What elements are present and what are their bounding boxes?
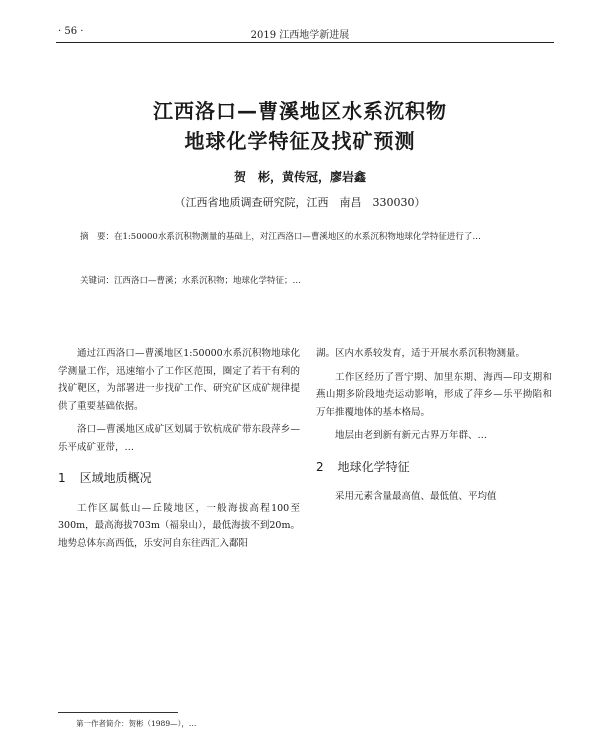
section-heading [316, 459, 552, 477]
body-paragraph: 采用元素含量最高值、最低值、平均值 [335, 491, 497, 502]
abstract-label: 摘 要： [80, 232, 115, 242]
body-paragraph: 地层由老到新有新元古界万年群、… [335, 430, 488, 441]
body-paragraph: 工作区属低山—丘陵地区，一般海拔高程100至300m，最高海拔703m（福泉山），最低海拔不到20m。地势总体东高西低，乐安河自东往西汇入鄱阳 [58, 502, 300, 549]
page-header [0, 26, 600, 48]
body-paragraph: 工作区经历了晋宁期、加里东期、海西—印支期和燕山期多阶段地壳运动影响，形成了萍乡—乐平拗陷和万年推覆地体的基本格局。 [316, 371, 552, 418]
section-number: 1 [58, 471, 66, 485]
abstract-text: 在1:50000水系沉积物测量的基础上，对江西洛口—曹溪地区的水系沉积物地球化学特征进行了… [114, 232, 481, 242]
section-title: 地球化学特征 [337, 459, 410, 474]
page-number: · 56 · [58, 26, 84, 37]
footnote: 第一作者简介：贺彬（1989—），… [76, 719, 197, 728]
body-paragraph: 洛口—曹溪地区成矿区划属于钦杭成矿带东段萍乡—乐平成矿亚带，… [58, 424, 300, 453]
authors: 贺 彬，黄传冠，廖岩鑫 [233, 170, 366, 184]
left-column [58, 345, 300, 558]
keywords-text: 江西洛口—曹溪；水系沉积物；地球化学特征；… [114, 276, 302, 286]
keywords [80, 274, 530, 286]
body-paragraph: 通过江西洛口—曹溪地区1:50000水系沉积物地球化学测量工作，迅速缩小了工作区范围，圈定了若干有利的找矿靶区，为部署进一步找矿工作、研究矿区成矿规律提供了重要基础依据。 [58, 348, 300, 412]
paper-title [0, 96, 600, 156]
journal-title: 2019 江西地学新进展 [250, 30, 350, 41]
affiliation: （江西省地质调查研究院，江西 南昌 330030） [174, 196, 426, 209]
section-number: 2 [316, 459, 324, 474]
abstract [80, 230, 530, 245]
keywords-label: 关键词： [80, 276, 115, 286]
right-column [316, 345, 552, 512]
title-line-2: 地球化学特征及找矿预测 [184, 129, 416, 153]
header-rule [56, 42, 554, 43]
footnote-rule [58, 712, 178, 713]
section-title: 区域地质概况 [79, 471, 152, 485]
section-heading [58, 470, 300, 488]
body-paragraph: 湖。区内水系较发育，适于开展水系沉积物测量。 [316, 348, 526, 359]
title-line-1: 江西洛口—曹溪地区水系沉积物 [153, 99, 447, 123]
